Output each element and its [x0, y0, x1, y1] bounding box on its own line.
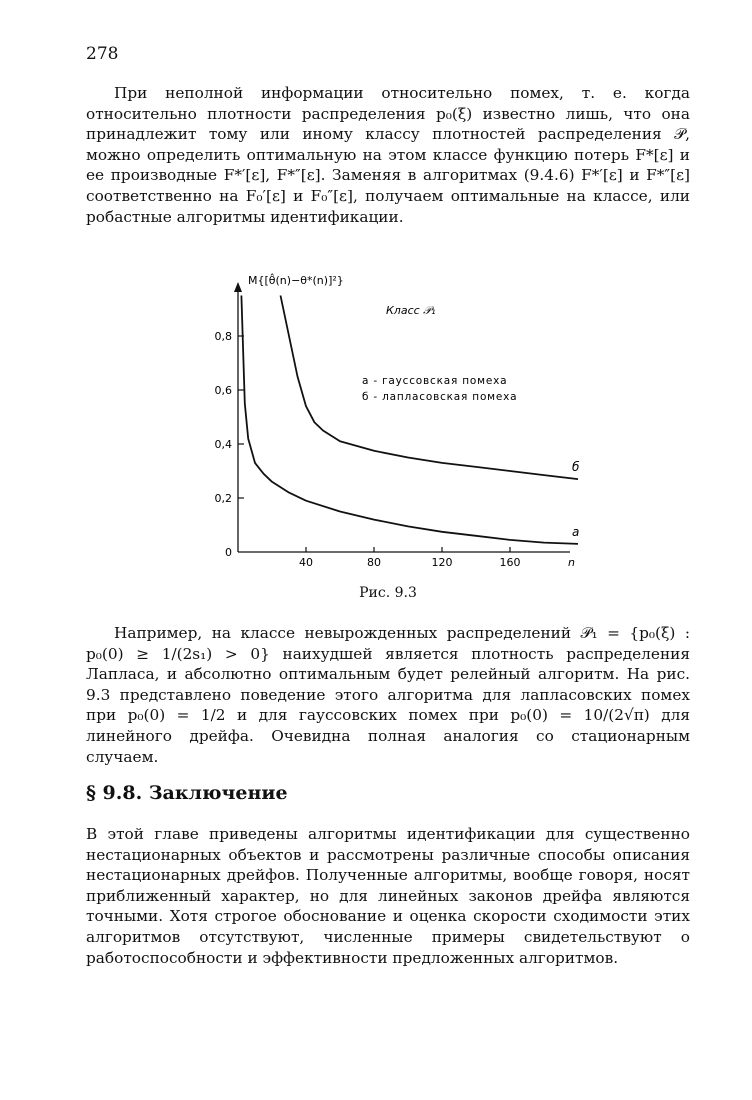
legend-laplace: б - лапласовская помеха — [362, 391, 518, 403]
series-line-gaussian — [241, 296, 578, 544]
class-label: Класс 𝒫₁ — [386, 304, 436, 317]
figure-9-3 — [190, 270, 590, 586]
page-number: 278 — [86, 44, 119, 64]
chart-series — [241, 296, 580, 544]
paragraph-example: Например, на классе невырожденных распределений 𝒫₁ = {p₀(ξ) : p₀(0) ≥ 1/(2s₁) > 0} наихудшей является плотность распределения Лапласа, и абсолютно оптимальным будет релейный алгоритм. На рис. 9.3 представлено поведение этого алгоритма для лапласовских помех при p₀(0) = 1/2 и для гауссовских помех при p₀(0) = 10/(2√π) для линейного дрейфа. Очевидна полная аналогия со стационарным случаем. — [86, 624, 691, 766]
x-tick-label: 120 — [431, 556, 453, 569]
x-tick-label: 40 — [299, 556, 313, 569]
series-line-laplace — [281, 296, 579, 480]
x-tick-label: 80 — [367, 556, 381, 569]
series-label-laplace: б — [572, 460, 580, 475]
x-axis-label: n — [568, 556, 575, 569]
chart — [190, 270, 590, 582]
y-tick-label: 0,8 — [214, 330, 232, 343]
legend-gaussian: а - гауссовская помеха — [362, 375, 508, 387]
paragraph-conclusion: В этой главе приведены алгоритмы идентификации для существенно нестационарных объектов и рассмотрены различные способы описания нестационарных дрейфов. Полученные алгоритмы, вообще говоря, носят приближенный характер, но для линейных законов дрейфа являются точными. Хотя строгое обоснование и оценка скорости сходимости этих алгоритмов отсутствуют, численные примеры свидетельствуют о работоспособности и эффективности предложенных алгоритмов. — [86, 825, 690, 967]
figure-caption: Рис. 9.3 — [359, 585, 417, 601]
y-tick-label: 0,6 — [214, 384, 232, 397]
section-title: § 9.8. Заключение — [86, 782, 288, 804]
y-axis-arrow — [234, 282, 242, 292]
chart-ticks — [215, 330, 576, 569]
y-tick-label: 0 — [225, 546, 232, 559]
y-axis-label: M{[θ̂(n)−θ*(n)]²} — [248, 274, 344, 287]
y-tick-label: 0,4 — [214, 438, 232, 451]
chart-axes — [234, 282, 570, 552]
paragraph-intro: При неполной информации относительно помех, т. е. когда относительно плотности распределения p₀(ξ) известно лишь, что она принадлежит тому или иному классу плотностей распределения 𝒫, можно определить оптимальную на этом классе функцию потерь F*[ε] и ее производные F*′[ε], F*″[ε]. Заменяя в алгоритмах (9.4.6) F*′[ε] и F*″[ε] соответственно на F₀′[ε] и F₀″[ε], получаем оптимальные на классе, или робастные алгоритмы идентификации. — [86, 84, 690, 226]
series-label-gaussian: а — [572, 524, 580, 539]
x-tick-label: 160 — [499, 556, 521, 569]
y-tick-label: 0,2 — [214, 492, 232, 505]
